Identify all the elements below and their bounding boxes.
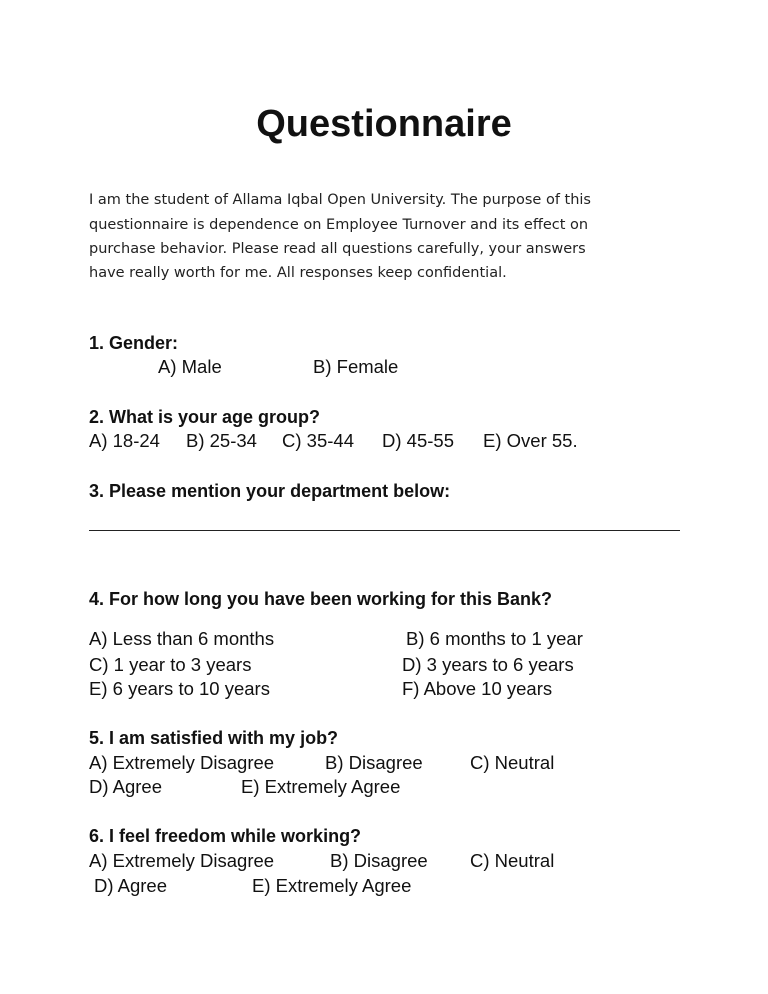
department-answer-line[interactable] <box>89 530 680 531</box>
option-q6-a[interactable]: A) Extremely Disagree <box>89 850 275 871</box>
question-6: 6. I feel freedom while working? <box>89 826 362 846</box>
question-2: 2. What is your age group? <box>89 407 321 427</box>
option-q4-c[interactable]: C) 1 year to 3 years <box>89 654 252 675</box>
option-q5-d[interactable]: D) Agree <box>89 776 163 797</box>
option-q5-e[interactable]: E) Extremely Agree <box>241 776 401 797</box>
option-q4-b[interactable]: B) 6 months to 1 year <box>406 628 583 649</box>
option-q1-b[interactable]: B) Female <box>313 356 399 377</box>
option-q6-e[interactable]: E) Extremely Agree <box>252 875 412 896</box>
option-q4-d[interactable]: D) 3 years to 6 years <box>402 654 574 675</box>
question-3: 3. Please mention your department below: <box>89 481 451 501</box>
question-4: 4. For how long you have been working for this Bank? <box>89 589 553 609</box>
option-q5-a[interactable]: A) Extremely Disagree <box>89 752 275 773</box>
option-q6-d[interactable]: D) Agree <box>94 875 168 896</box>
intro-line: questionnaire is dependence on Employee Turnover and its effect on <box>89 217 589 233</box>
option-q4-e[interactable]: E) 6 years to 10 years <box>89 678 270 699</box>
option-q2-d[interactable]: D) 45-55 <box>382 430 454 451</box>
option-q5-b[interactable]: B) Disagree <box>325 752 423 773</box>
question-1: 1. Gender: <box>89 333 179 353</box>
option-q4-f[interactable]: F) Above 10 years <box>402 678 553 699</box>
question-5: 5. I am satisfied with my job? <box>89 728 339 748</box>
option-q6-b[interactable]: B) Disagree <box>330 850 428 871</box>
option-q2-a[interactable]: A) 18-24 <box>89 430 160 451</box>
intro-line: have really worth for me. All responses keep confidential. <box>89 265 507 281</box>
option-q6-c[interactable]: C) Neutral <box>470 850 555 871</box>
option-q2-c[interactable]: C) 35-44 <box>282 430 354 451</box>
option-q5-c[interactable]: C) Neutral <box>470 752 555 773</box>
intro-line: purchase behavior. Please read all questions carefully, your answers <box>89 241 586 257</box>
intro-line: I am the student of Allama Iqbal Open University. The purpose of this <box>89 192 591 208</box>
option-q2-e[interactable]: E) Over 55. <box>483 430 578 451</box>
option-q2-b[interactable]: B) 25-34 <box>186 430 257 451</box>
option-q1-a[interactable]: A) Male <box>158 356 222 377</box>
option-q4-a[interactable]: A) Less than 6 months <box>89 628 275 649</box>
page-title: Questionnaire <box>256 103 512 145</box>
